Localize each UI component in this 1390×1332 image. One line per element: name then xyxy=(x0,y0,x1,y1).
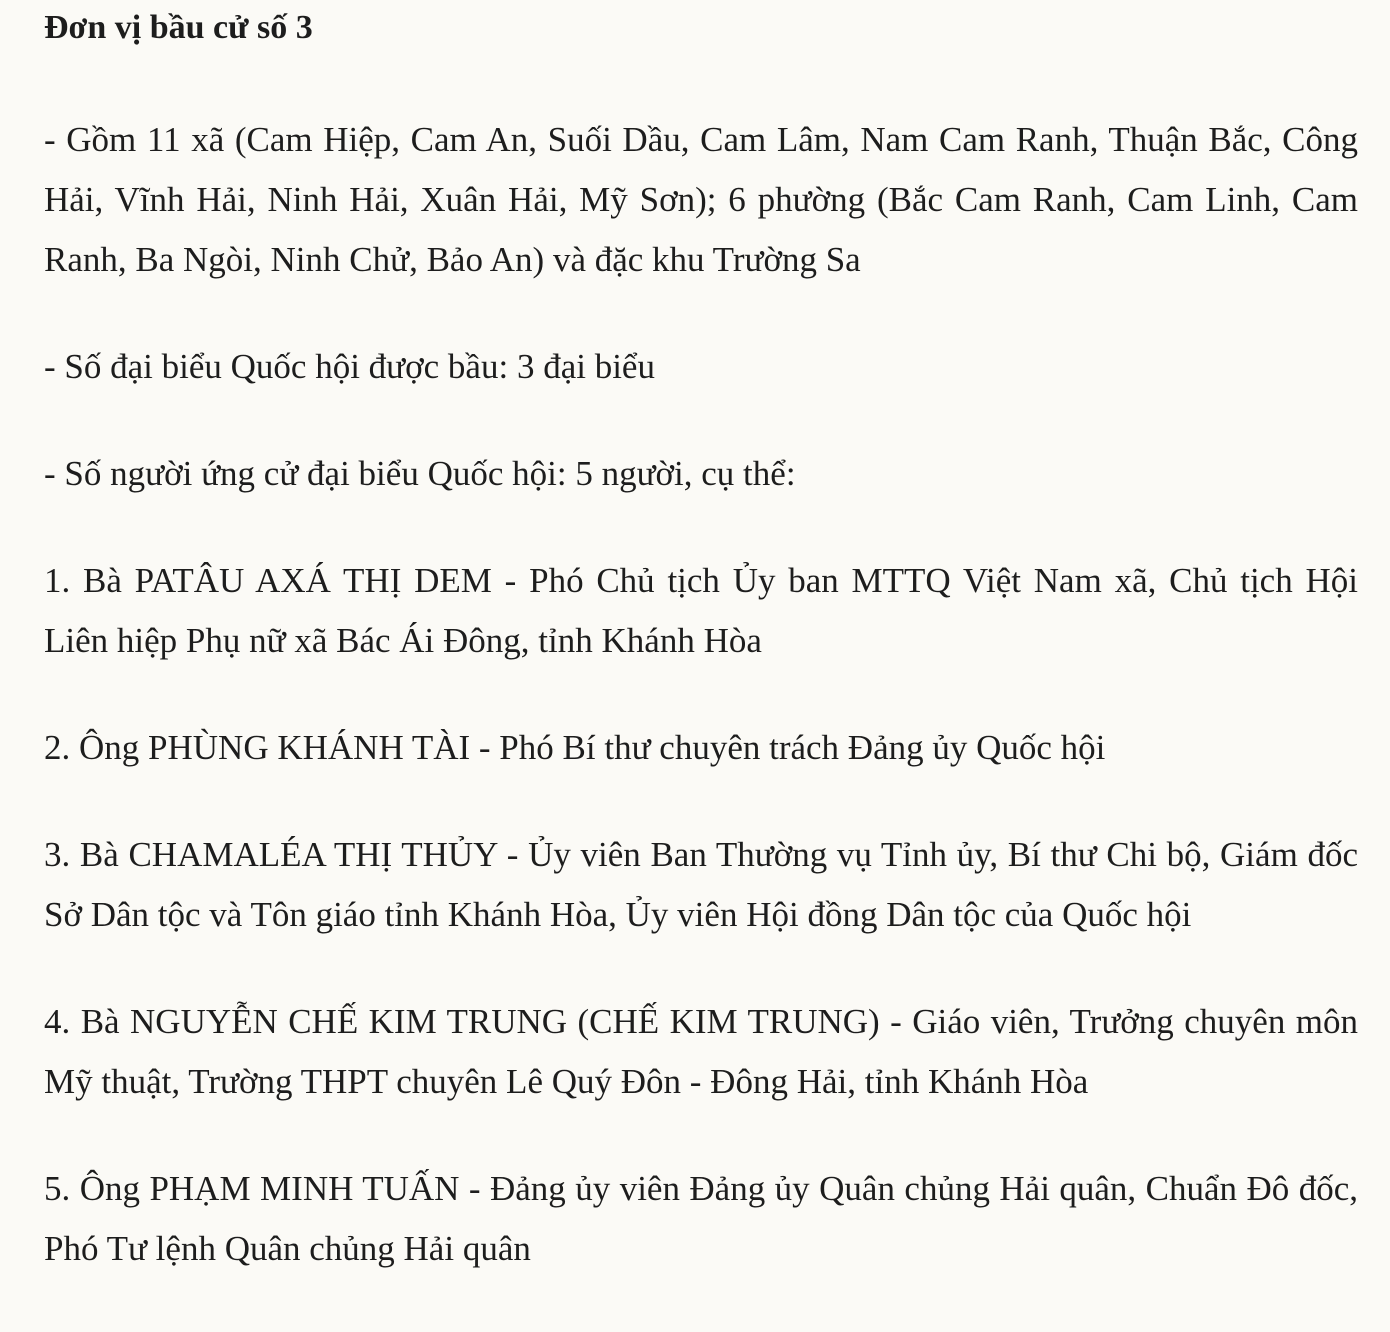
candidate-item-3: 3. Bà CHAMALÉA THỊ THỦY - Ủy viên Ban Thường vụ Tỉnh ủy, Bí thư Chi bộ, Giám đốc Sở Dân tộc và Tôn giáo tỉnh Khánh Hòa, Ủy viên Hội đồng Dân tộc của Quốc hội xyxy=(44,835,1358,934)
candidate-item-5: 5. Ông PHẠM MINH TUẤN - Đảng ủy viên Đảng ủy Quân chủng Hải quân, Chuẩn Đô đốc, Phó Tư lệnh Quân chủng Hải quân xyxy=(44,1169,1358,1268)
candidate-item-1: 1. Bà PATÂU AXÁ THỊ DEM - Phó Chủ tịch Ủy ban MTTQ Việt Nam xã, Chủ tịch Hội Liên hiệp Phụ nữ xã Bác Ái Đông, tỉnh Khánh Hòa xyxy=(44,561,1358,660)
article-body xyxy=(44,0,1358,1279)
seats-paragraph: - Số đại biểu Quốc hội được bầu: 3 đại biểu xyxy=(44,347,655,386)
candidate-count-paragraph: - Số người ứng cử đại biểu Quốc hội: 5 người, cụ thể: xyxy=(44,454,796,493)
electoral-area-paragraph: - Gồm 11 xã (Cam Hiệp, Cam An, Suối Dầu, Cam Lâm, Nam Cam Ranh, Thuận Bắc, Công Hải, Vĩnh Hải, Ninh Hải, Xuân Hải, Mỹ Sơn); 6 phường (Bắc Cam Ranh, Cam Linh, Cam Ranh, Ba Ngòi, Ninh Chử, Bảo An) và đặc khu Trường Sa xyxy=(44,120,1358,279)
candidate-item-4: 4. Bà NGUYỄN CHẾ KIM TRUNG (CHẾ KIM TRUNG) - Giáo viên, Trưởng chuyên môn Mỹ thuật, Trường THPT chuyên Lê Quý Đôn - Đông Hải, tỉnh Khánh Hòa xyxy=(44,1002,1358,1101)
section-heading: Đơn vị bầu cử số 3 xyxy=(44,9,313,46)
candidate-item-2: 2. Ông PHÙNG KHÁNH TÀI - Phó Bí thư chuyên trách Đảng ủy Quốc hội xyxy=(44,728,1106,767)
